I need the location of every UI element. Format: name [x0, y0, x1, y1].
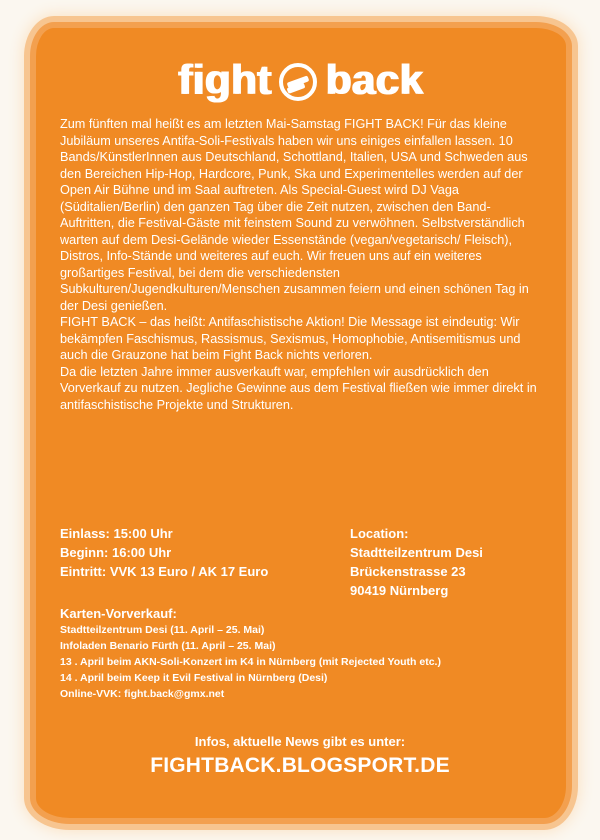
presale-heading: Karten-Vorverkauf: [60, 606, 177, 621]
location-venue: Stadtteilzentrum Desi [350, 545, 483, 560]
presale-entry: 14 . April beim Keep it Evil Festival in Nürnberg (Desi) [60, 672, 328, 684]
presale-section [60, 605, 441, 702]
einlass-time: Einlass: 15:00 Uhr [60, 526, 173, 541]
logo-word-left: fight [177, 56, 271, 103]
body-paragraph-intro: Zum fünften mal heißt es am letzten Mai-Samstag FIGHT BACK! Für das kleine Jubiläum unseres Antifa-Soli-Festivals haben wir uns einiges einfallen lassen. 10 Bands/KünstlerInnen aus Deutschland, Schottland, Italien, USA und Schweden aus den Bereichen Hip-Hop, Hardcore, Punk, Ska und Experimentelles werden auf der Open Air Bühne und im Saal auftreten. Als Special-Guest wird DJ Vaga (Süditalien/Berlin) den ganzen Tag über die Zeit nutzen, zwischen den Band-Auftritten, die Festival-Gäste mit feinstem Sound zu verwöhnen. Selbstverständlich warten auf dem Desi-Gelände wieder Essenstände (vegan/vegetarisch/ Fleisch), Distros, Info-Stände und weiteres auf euch. Wir freuen uns auf ein weiteres großartiges Festival, bei dem die verschiedensten Subkulturen/Jugendkulturen/Menschen zusammen feiern und einen schönen Tag in der Desi genießen. [60, 117, 529, 313]
location-heading: Location: [350, 526, 409, 541]
location-city: 90419 Nürnberg [350, 583, 449, 598]
eintritt-price: Eintritt: VVK 13 Euro / AK 17 Euro [60, 564, 269, 579]
presale-entry: 13 . April beim AKN-Soli-Konzert im K4 in Nürnberg (mit Rejected Youth etc.) [60, 656, 441, 668]
body-paragraph-message: FIGHT BACK – das heißt: Antifaschistische Aktion! Die Message ist eindeutig: Wir bekämpfen Faschismus, Rassismus, Sexismus, Homophobie, Antisemitismus und auch die Grauzone hat beim Fight Back nichts verloren. [60, 315, 521, 362]
footer-blog-url: FIGHTBACK.BLOGSPORT.DE [150, 754, 450, 777]
logo-word-right: back [324, 56, 423, 103]
event-location [350, 524, 483, 600]
event-times [60, 524, 268, 581]
presale-entry: Stadtteilzentrum Desi (11. April – 25. Mai) [60, 624, 265, 636]
location-street: Brückenstrasse 23 [350, 564, 466, 579]
body-paragraph-presale-note: Da die letzten Jahre immer ausverkauft war, empfehlen wir ausdrücklich den Vorverkauf zu nutzen. Jegliche Gewinne aus dem Festival fließen wie immer direkt in antifaschistische Projekte und Strukturen. [60, 364, 537, 412]
antifa-flag-icon [279, 63, 317, 101]
footer-intro: Infos, aktuelle News gibt es unter: [194, 734, 406, 749]
flyer-body-text [60, 116, 544, 413]
presale-entry: Infoladen Benario Fürth (11. April – 25. Mai) [60, 640, 276, 652]
presale-online-contact: Online-VVK: fight.back@gmx.net [60, 688, 225, 700]
fight-back-logo [150, 58, 450, 102]
beginn-time: Beginn: 16:00 Uhr [60, 545, 172, 560]
